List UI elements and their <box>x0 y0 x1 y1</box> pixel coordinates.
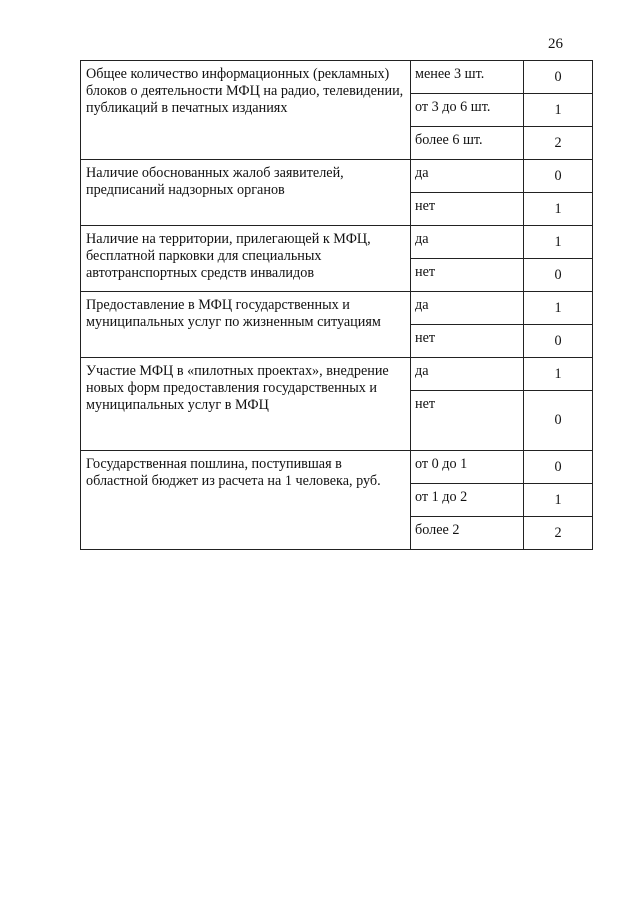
indicator-cell: Участие МФЦ в «пилотных проектах», внедрение новых форм предоставления государственных и муниципальных услуг в МФЦ <box>81 358 411 451</box>
score-cell: 1 <box>524 226 593 259</box>
page-number: 26 <box>548 36 563 52</box>
score-cell: 1 <box>524 484 593 517</box>
score-cell: 1 <box>524 193 593 226</box>
condition-cell: нет <box>411 259 524 292</box>
score-cell: 1 <box>524 358 593 391</box>
condition-cell: от 0 до 1 <box>411 451 524 484</box>
table-row <box>81 451 593 484</box>
condition-cell: да <box>411 226 524 259</box>
condition-cell: от 1 до 2 <box>411 484 524 517</box>
table-row <box>81 358 593 391</box>
score-cell: 2 <box>524 517 593 550</box>
score-cell: 0 <box>524 391 593 451</box>
table-row <box>81 292 593 325</box>
score-cell: 1 <box>524 292 593 325</box>
condition-cell: от 3 до 6 шт. <box>411 94 524 127</box>
score-cell: 0 <box>524 325 593 358</box>
score-cell: 2 <box>524 127 593 160</box>
indicator-cell: Общее количество информационных (рекламных) блоков о деятельности МФЦ на радио, телевидении, публикаций в печатных изданиях <box>81 61 411 160</box>
score-cell: 0 <box>524 160 593 193</box>
score-cell: 0 <box>524 61 593 94</box>
condition-cell: более 6 шт. <box>411 127 524 160</box>
table-row <box>81 160 593 193</box>
condition-cell: нет <box>411 391 524 451</box>
table-row <box>81 61 593 94</box>
condition-cell: нет <box>411 325 524 358</box>
condition-cell: менее 3 шт. <box>411 61 524 94</box>
score-cell: 1 <box>524 94 593 127</box>
condition-cell: более 2 <box>411 517 524 550</box>
indicator-cell: Наличие на территории, прилегающей к МФЦ, бесплатной парковки для специальных автотранспортных средств инвалидов <box>81 226 411 292</box>
indicator-cell: Государственная пошлина, поступившая в областной бюджет из расчета на 1 человека, руб. <box>81 451 411 550</box>
score-cell: 0 <box>524 259 593 292</box>
condition-cell: да <box>411 292 524 325</box>
indicator-cell: Предоставление в МФЦ государственных и муниципальных услуг по жизненным ситуациям <box>81 292 411 358</box>
table-row <box>81 226 593 259</box>
score-cell: 0 <box>524 451 593 484</box>
criteria-table <box>80 60 593 550</box>
indicator-cell: Наличие обоснованных жалоб заявителей, предписаний надзорных органов <box>81 160 411 226</box>
condition-cell: нет <box>411 193 524 226</box>
condition-cell: да <box>411 160 524 193</box>
condition-cell: да <box>411 358 524 391</box>
